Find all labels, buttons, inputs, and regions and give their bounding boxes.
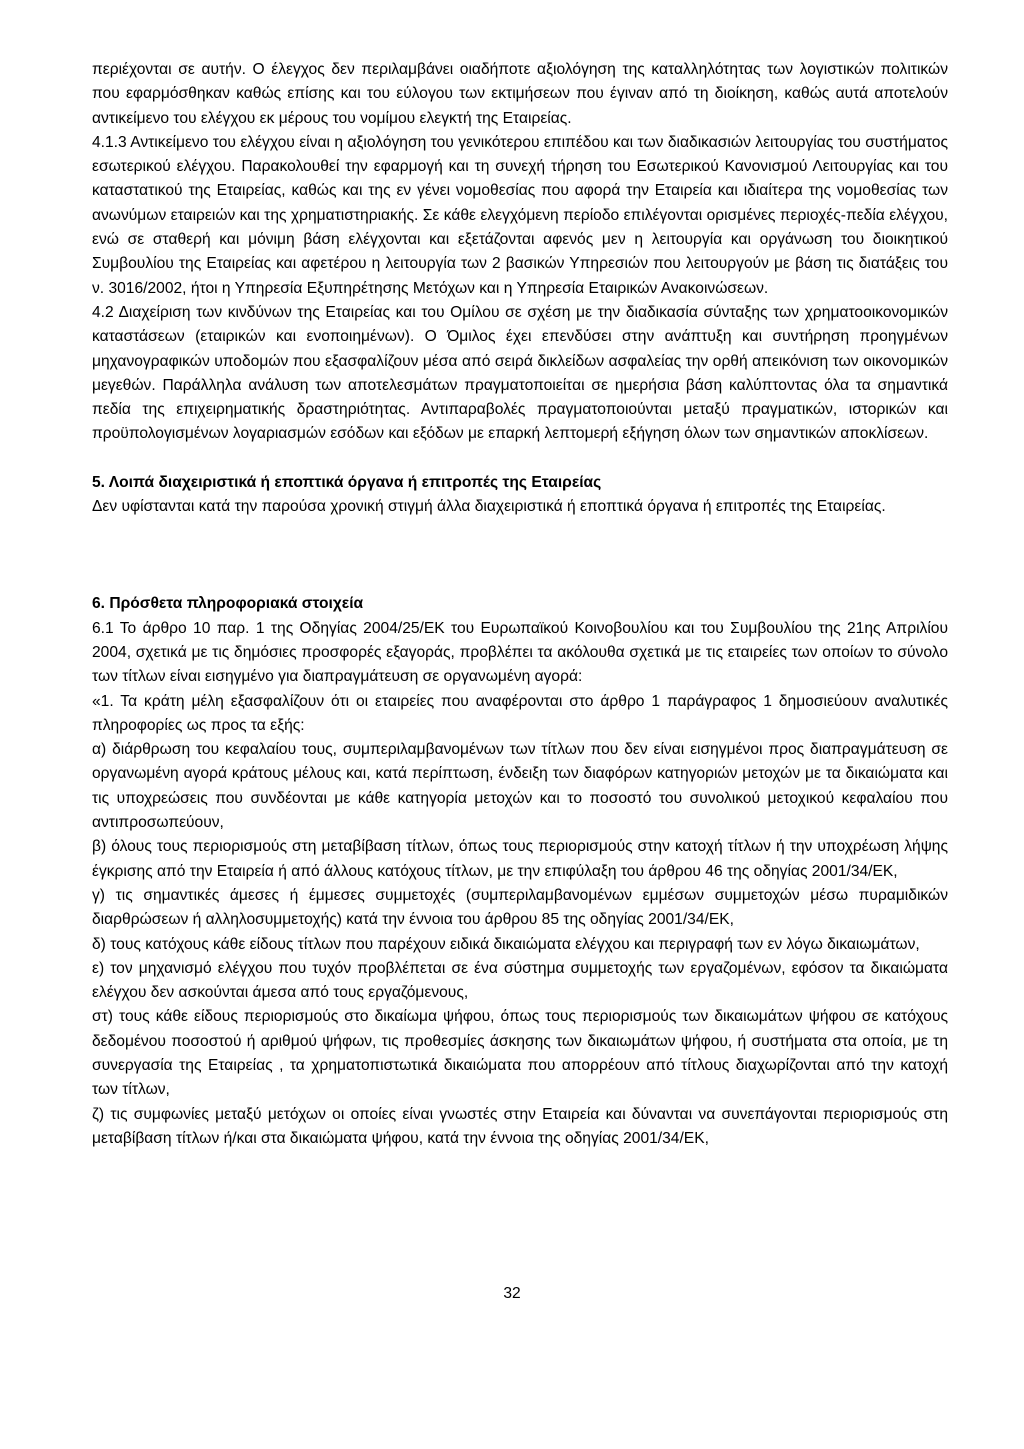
paragraph-4-2: 4.2 Διαχείριση των κινδύνων της Εταιρείας και του Ομίλου σε σχέση με την διαδικασία σύνταξης των χρηματοοικονομικών καταστάσεων (εταιρικών και ενοποιημένων). Ο Όμιλος έχει επενδύσει στην ανάπτυξη και συντήρηση προηγμένων μηχανογραφικών υποδομών που εξασφαλίζουν μέσα από σειρά δικλείδων ασφαλείας την ορθή απεικόνιση των οικονομικών μεγεθών. Παράλληλα ανάλυση των αποτελεσμάτων πραγματοποιείται σε ημερήσια βάση καλύπτοντας όλα τα σημαντικά πεδία της επιχειρηματικής δραστηριότητας. Αντιπαραβολές πραγματοποιούνται μεταξύ πραγματικών, ιστορικών και προϋπολογισμένων λογαριασμών εσόδων και εξόδων με επαρκή λεπτομερή εξήγηση όλων των σημαντικών αποκλίσεων. <box>92 303 948 443</box>
paragraph-6-1: 6.1 Το άρθρο 10 παρ. 1 της Οδηγίας 2004/25/ΕΚ του Ευρωπαϊκού Κοινοβουλίου και του Συμβουλίου της 21ης Απριλίου 2004, σχετικά με τις δημόσιες προσφορές εξαγοράς, προβλέπει τα ακόλουθα σχετικά με τις εταιρείες των οποίων το σύνολο των τίτλων είναι εισηγμένο για διαπραγμάτευση σε οργανωμένη αγορά: <box>92 619 948 686</box>
spacer <box>92 519 948 592</box>
paragraph-article-1: «1. Τα κράτη μέλη εξασφαλίζουν ότι οι εταιρείες που αναφέρονται στο άρθρο 1 παράγραφος 1 δημοσιεύουν αναλυτικές πληροφορίες ως προς τα εξής: <box>92 692 948 734</box>
spacer <box>92 447 948 471</box>
list-item-st: στ) τους κάθε είδους περιορισμούς στο δικαίωμα ψήφου, όπως τους περιορισμούς των δικαιωμάτων ψήφου σε κατόχους δεδομένου ποσοστού ή αριθμού ψήφων, τις προθεσμίες άσκησης των δικαιωμάτων ψήφου, ή συστήματα στα οποία, με τη συνεργασία της Εταιρείας , τα χρηματοπιστωτικά δικαιώματα που απορρέουν από τίτλους διαχωρίζονται από την κατοχή των τίτλων, <box>92 1008 948 1099</box>
list-item-a: α) διάρθρωση του κεφαλαίου τους, συμπεριλαμβανομένων των τίτλων που δεν είναι εισηγμένοι προς διαπραγμάτευση σε οργανωμένη αγορά κράτους μέλους και, κατά περίπτωση, ένδειξη των διαφόρων κατηγοριών μετοχών με τα δικαιώματα και τις υποχρεώσεις που συνδέονται με κάθε κατηγορία μετοχών και το ποσοστό του συνολικού μετοχικού κεφαλαίου που αντιπροσωπεύουν, <box>92 741 948 832</box>
section-6-heading: 6. Πρόσθετα πληροφοριακά στοιχεία <box>92 595 364 613</box>
paragraph-4-1-3: 4.1.3 Αντικείμενο του ελέγχου είναι η αξιολόγηση του γενικότερου επιπέδου και των διαδικασιών λειτουργίας του συστήματος εσωτερικού ελέγχου. Παρακολουθεί την εφαρμογή και τη συνεχή τήρηση του Εσωτερικού Κανονισμού Λειτουργίας και του καταστατικού της Εταιρείας, καθώς και της εν γένει νομοθεσίας που αφορά την Εταιρεία και ιδιαίτερα της νομοθεσίας των ανωνύμων εταιρειών και της χρηματιστηριακής. Σε κάθε ελεγχόμενη περίοδο επιλέγονται ορισμένες περιοχές-πεδία ελέγχου, ενώ σε σταθερή και μόνιμη βάση ελέγχονται και εξετάζονται αφενός μεν η λειτουργία και οργάνωση του διοικητικού Συμβουλίου της Εταιρείας και αφετέρου η λειτουργία των 2 βασικών Υπηρεσιών που λειτουργούν με βάση τις διατάξεις του ν. 3016/2002, ήτοι η Υπηρεσία Εξυπηρέτησης Μετόχων και η Υπηρεσία Εταιρικών Ανακοινώσεων. <box>92 133 948 297</box>
section-5-heading: 5. Λοιπά διαχειριστικά ή εποπτικά όργανα ή επιτροπές της Εταιρείας <box>92 473 602 491</box>
section-5-text: Δεν υφίστανται κατά την παρούσα χρονική στιγμή άλλα διαχειριστικά ή εποπτικά όργανα ή επιτροπές της Εταιρείας. <box>92 498 886 516</box>
page-number: 32 <box>503 1285 521 1302</box>
list-item-c: γ) τις σημαντικές άμεσες ή έμμεσες συμμετοχές (συμπεριλαμβανομένων εμμέσων συμμετοχών μέσω πυραμιδικών διαρθρώσεων ή αλληλοσυμμετοχής) κατά την έννοια του άρθρου 85 της οδηγίας 2001/34/ΕΚ, <box>92 886 948 929</box>
list-item-z: ζ) τις συμφωνίες μεταξύ μετόχων οι οποίες είναι γνωστές στην Εταιρεία και δύνανται να συνεπάγονται περιορισμούς στη μεταβίβαση τίτλων ή/και στα δικαιώματα ψήφου, κατά την έννοια της οδηγίας 2001/34/ΕΚ, <box>92 1105 948 1147</box>
paragraph-audit-scope: περιέχονται σε αυτήν. Ο έλεγχος δεν περιλαμβάνει οιαδήποτε αξιολόγηση της καταλληλότητας των λογιστικών πολιτικών που εφαρμόσθηκαν καθώς επίσης και του εύλογου των εκτιμήσεων που έγιναν από τη διοίκηση, καθώς αυτά αποτελούν αντικείμενο του ελέγχου εκ μέρους του νομίμου ελεγκτή της Εταιρείας. <box>92 61 948 127</box>
document-page <box>92 58 948 1151</box>
list-item-b: β) όλους τους περιορισμούς στη μεταβίβαση τίτλων, όπως τους περιορισμούς στην κατοχή τίτλων ή την υποχρέωση λήψης έγκρισης από την Εταιρεία ή από άλλους κατόχους τίτλων, με την επιφύλαξη του άρθρου 46 της οδηγίας 2001/34/ΕΚ, <box>92 838 948 880</box>
list-item-d: δ) τους κατόχους κάθε είδους τίτλων που παρέχουν ειδικά δικαιώματα ελέγχου και περιγραφή των εν λόγω δικαιωμάτων, <box>92 935 920 953</box>
list-item-e: ε) τον μηχανισμό ελέγχου που τυχόν προβλέπεται σε ένα σύστημα συμμετοχής των εργαζομένων, εφόσον τα δικαιώματα ελέγχου δεν ασκούνται άμεσα από τους εργαζόμενους, <box>92 959 948 1002</box>
